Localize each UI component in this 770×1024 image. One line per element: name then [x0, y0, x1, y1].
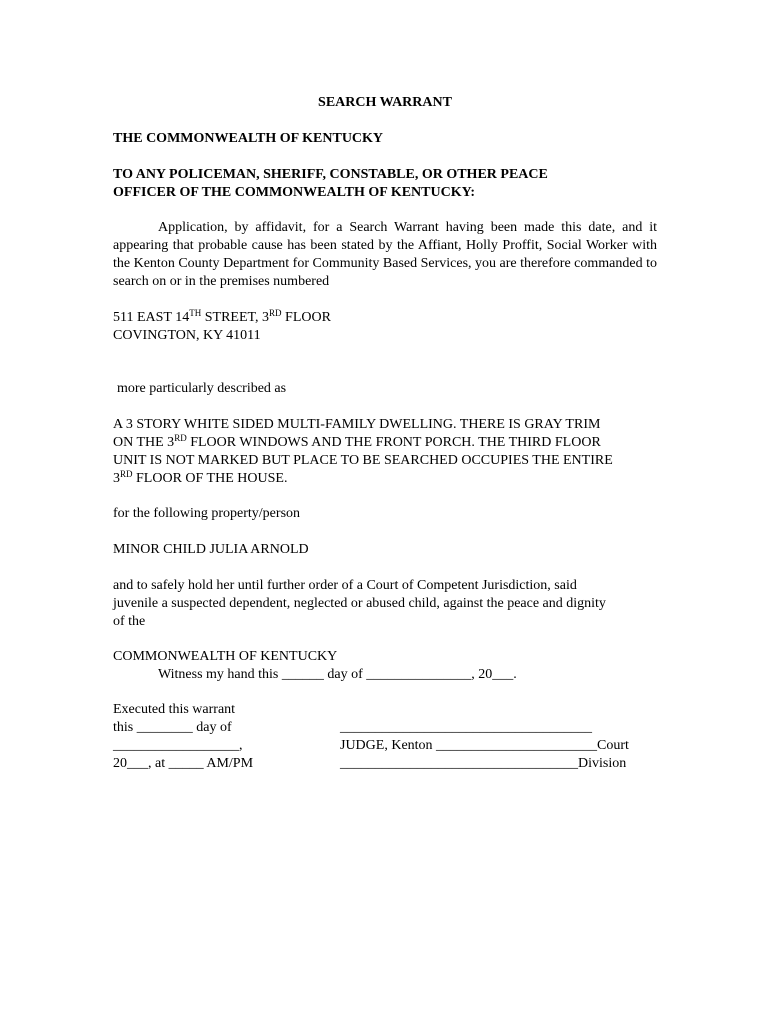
search-subject: MINOR CHILD JULIA ARNOLD: [113, 542, 309, 557]
hold-clause-line-3: of the: [113, 614, 146, 629]
addressee-line-2: OFFICER OF THE COMMONWEALTH OF KENTUCKY:: [113, 185, 476, 200]
division-line: __________________________________Division: [340, 756, 627, 771]
executed-line-2: this ________ day of: [113, 720, 232, 735]
premises-description: [113, 416, 657, 488]
following-property-text: for the following property/person: [113, 506, 301, 521]
document-title: SEARCH WARRANT: [318, 95, 452, 110]
executed-line-1: Executed this warrant: [113, 702, 236, 717]
address-line-1-part-a: 511 EAST 14: [113, 310, 190, 325]
address-line-1-part-c: FLOOR: [281, 310, 331, 325]
hold-clause-line-1: and to safely hold her until further order of a Court of Competent Jurisdiction, said: [113, 578, 577, 593]
commonwealth-heading: THE COMMONWEALTH OF KENTUCKY: [113, 131, 384, 146]
description-line-2-part-b: FLOOR WINDOWS AND THE FRONT PORCH. THE THIRD FLOOR: [186, 435, 601, 450]
closing-commonwealth: COMMONWEALTH OF KENTUCKY: [113, 649, 338, 664]
executed-line-4: 20___, at _____ AM/PM: [113, 756, 254, 771]
address-superscript-th: TH: [189, 308, 202, 318]
description-line-2: [113, 434, 657, 452]
description-superscript-rd: RD: [174, 433, 187, 443]
hold-clause: [113, 577, 657, 631]
judge-signature-block: [340, 719, 660, 773]
witness-line: Witness my hand this ______ day of _______________, 20___.: [158, 667, 517, 682]
description-line-4-part-a: 3: [113, 471, 120, 486]
closing-block: [113, 648, 657, 684]
address-line-1: [113, 309, 657, 327]
address-line-1-part-b: STREET, 3: [201, 310, 270, 325]
executed-line-3: __________________,: [113, 738, 243, 753]
judge-court-line: JUDGE, Kenton _______________________Court: [340, 738, 629, 753]
signature-line: ____________________________________: [340, 720, 592, 735]
addressee-line-1: TO ANY POLICEMAN, SHERIFF, CONSTABLE, OR OTHER PEACE: [113, 167, 548, 182]
description-line-2-part-a: ON THE 3: [113, 435, 175, 450]
described-as-text: more particularly described as: [117, 381, 287, 396]
description-line-4-part-b: FLOOR OF THE HOUSE.: [132, 471, 288, 486]
description-line-3: UNIT IS NOT MARKED BUT PLACE TO BE SEARCHED OCCUPIES THE ENTIRE: [113, 453, 613, 468]
application-paragraph: Application, by affidavit, for a Search Warrant having been made this date, and it appearing that probable cause has been stated by the Affiant, Holly Proffit, Social Worker with the Kenton County Department for Community Based Services, you are therefore commanded to search on or in the premises numbered: [113, 220, 657, 289]
description-line-1: A 3 STORY WHITE SIDED MULTI-FAMILY DWELLING. THERE IS GRAY TRIM: [113, 417, 601, 432]
description-superscript-rd-2: RD: [120, 469, 133, 479]
description-line-4: [113, 470, 657, 488]
premises-address: [113, 309, 657, 345]
addressee-block: [113, 166, 657, 202]
execution-block: [113, 701, 333, 773]
address-line-2: COVINGTON, KY 41011: [113, 328, 261, 343]
hold-clause-line-2: juvenile a suspected dependent, neglected or abused child, against the peace and dignity: [113, 596, 606, 611]
address-superscript-rd: RD: [269, 308, 282, 318]
